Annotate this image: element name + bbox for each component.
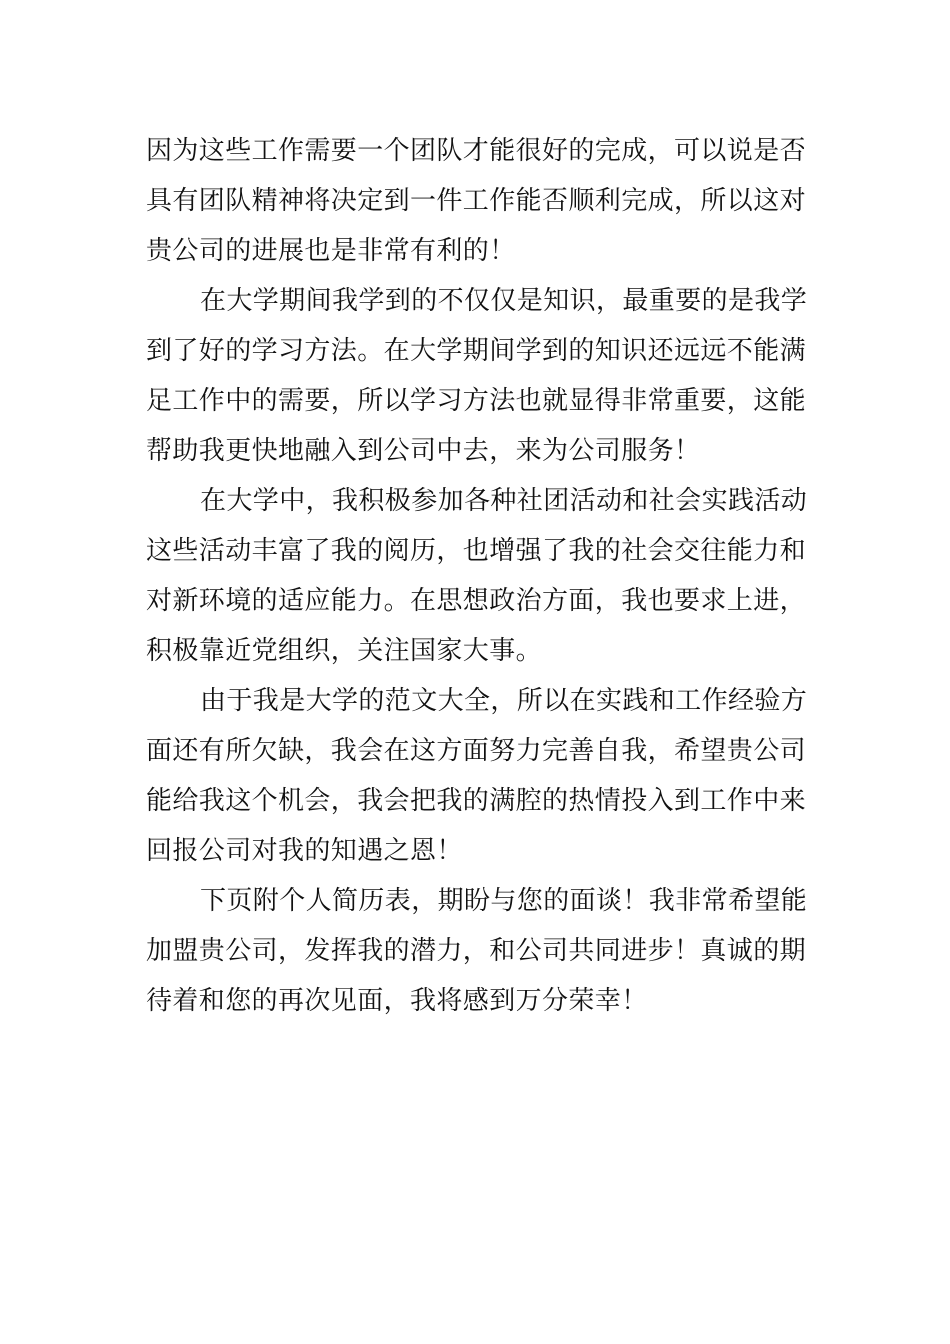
paragraph-line: 因为这些工作需要一个团队才能很好的完成，可以说是否 bbox=[146, 136, 807, 166]
paragraph bbox=[146, 876, 806, 1026]
paragraph-line: 积极靠近党组织，关注国家大事。 bbox=[146, 636, 543, 666]
paragraph-line: 待着和您的再次见面，我将感到万分荣幸！ bbox=[146, 986, 648, 1016]
paragraph-line: 足工作中的需要，所以学习方法也就显得非常重要，这能 bbox=[146, 386, 807, 416]
paragraph bbox=[146, 276, 806, 476]
paragraph-line: 对新环境的适应能力。在思想政治方面，我也要求上进， bbox=[146, 586, 807, 616]
paragraph bbox=[146, 476, 806, 676]
paragraph-line: 帮助我更快地融入到公司中去，来为公司服务！ bbox=[146, 436, 701, 466]
paragraph bbox=[146, 126, 806, 276]
letter-body bbox=[146, 126, 806, 1026]
paragraph-line: 能给我这个机会，我会把我的满腔的热情投入到工作中来 bbox=[146, 786, 807, 816]
paragraph-line: 加盟贵公司，发挥我的潜力，和公司共同进步！真诚的期 bbox=[146, 936, 807, 966]
paragraph-line: 贵公司的进展也是非常有利的！ bbox=[146, 236, 516, 266]
paragraph bbox=[146, 676, 806, 876]
paragraph-line: 这些活动丰富了我的阅历，也增强了我的社会交往能力和 bbox=[146, 536, 807, 566]
paragraph-line: 到了好的学习方法。在大学期间学到的知识还远远不能满 bbox=[146, 336, 807, 366]
paragraph-line: 在大学中，我积极参加各种社团活动和社会实践活动 bbox=[200, 486, 808, 516]
paragraph-line: 面还有所欠缺，我会在这方面努力完善自我，希望贵公司 bbox=[146, 736, 807, 766]
paragraph-line: 回报公司对我的知遇之恩！ bbox=[146, 836, 463, 866]
paragraph-line: 具有团队精神将决定到一件工作能否顺利完成，所以这对 bbox=[146, 186, 807, 216]
paragraph-line: 由于我是大学的范文大全，所以在实践和工作经验方 bbox=[200, 686, 808, 716]
paragraph-line: 在大学期间我学到的不仅仅是知识，最重要的是我学 bbox=[200, 286, 808, 316]
paragraph-line: 下页附个人简历表，期盼与您的面谈！我非常希望能 bbox=[200, 886, 808, 916]
